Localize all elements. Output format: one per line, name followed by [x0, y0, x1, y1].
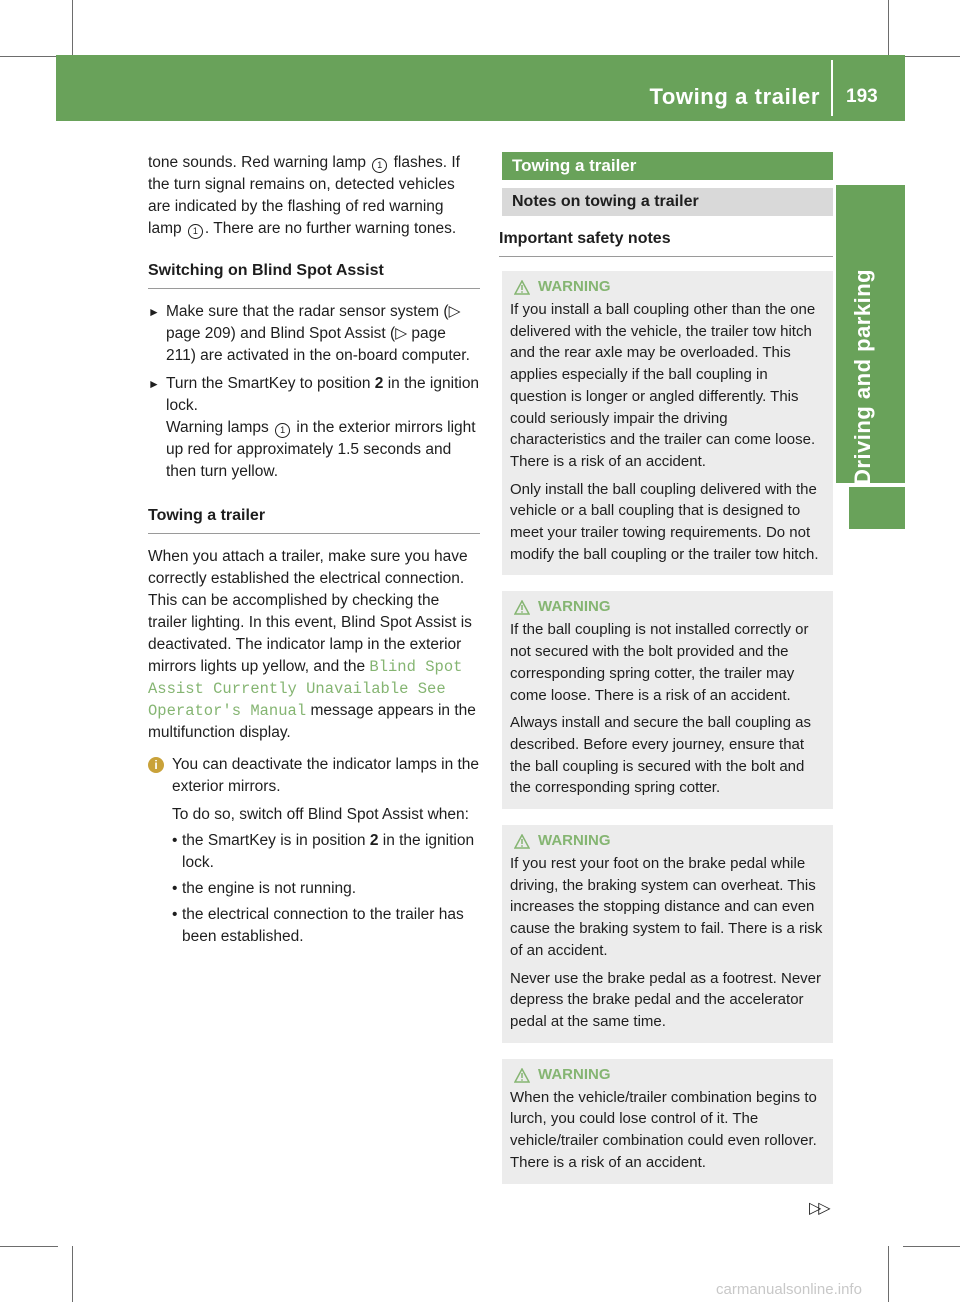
watermark: carmanualsonline.info	[716, 1281, 862, 1298]
crop-mark	[903, 56, 960, 57]
header-separator	[831, 60, 833, 116]
warning-label: WARNING	[538, 1065, 611, 1083]
warning-text: Always install and secure the ball coupling as described. Before every journey, ensure that the ball coupling is secured with the bolt and the corresponding spring cotter.	[510, 714, 812, 797]
bullet-icon: •	[172, 832, 178, 849]
bullet-icon: •	[172, 880, 178, 897]
warning-box	[502, 825, 833, 1043]
instruction-step	[148, 301, 480, 367]
crop-mark	[72, 0, 73, 56]
crop-mark	[888, 1246, 889, 1302]
warning-header	[510, 829, 825, 853]
text: flashes. If the turn signal remains on, detected vehicles are indicated by the flashing of red warning lamp	[148, 154, 460, 237]
warning-triangle-icon	[514, 600, 530, 615]
page-ref-arrow-icon: ▷	[448, 303, 461, 320]
info-text: To do so, switch off Blind Spot Assist when:	[172, 806, 469, 823]
subsection-banner: Notes on towing a trailer	[502, 188, 833, 216]
warning-label: WARNING	[538, 278, 611, 295]
callout-1-icon: 1	[188, 224, 203, 239]
text: Make sure that the radar sensor system (	[166, 303, 449, 320]
crop-mark	[903, 1246, 960, 1247]
chapter-side-label: Driving and parking	[850, 268, 875, 485]
section-heading-towing: Towing a trailer	[148, 505, 480, 534]
text: Warning lamps	[166, 419, 274, 436]
page-header-title: Towing a trailer	[649, 84, 820, 109]
text: message appears in the multifunction display.	[148, 702, 476, 741]
text: page 211) are activated in the on-board computer.	[166, 325, 470, 364]
warning-triangle-icon	[514, 280, 530, 295]
warning-header	[510, 1063, 825, 1087]
warning-text: When the vehicle/trailer combination begins to lurch, you could lose control of it. The vehicle/trailer combination could even rollover. There is a risk of an accident.	[510, 1088, 817, 1171]
right-column	[499, 152, 833, 1200]
crop-mark	[0, 56, 58, 57]
crop-mark	[888, 0, 889, 56]
page-ref-arrow-icon: ▷	[395, 325, 408, 342]
text: When you attach a trailer, make sure you have correctly established the electrical connection. This can be accomplished by checking the trailer lighting. In this event, Blind Spot Assist is deactivated. The indicator lamp in the exterior mirrors lights up yellow, and the	[148, 548, 472, 675]
bullet-icon: •	[172, 906, 178, 923]
warning-text: If the ball coupling is not installed correctly or not secured with the bolt provided and the corresponding spring cotter, the trailer may come loose. There is a risk of an accident.	[510, 621, 809, 704]
text: Turn the SmartKey to position	[166, 375, 375, 392]
callout-1-icon: 1	[372, 158, 387, 173]
instruction-step	[148, 373, 480, 483]
intro-paragraph	[148, 152, 480, 240]
text: in the ignition lock.	[182, 832, 475, 871]
text: the SmartKey is in position	[182, 832, 370, 849]
list-item	[148, 830, 480, 874]
list-item	[148, 878, 480, 900]
warning-text: If you install a ball coupling other than the one delivered with the vehicle, the trailer tow hitch and the rear axle may be overloaded. This applies especially if the ball coupling in question is longer or angled differently. This could seriously impair the driving characteristics and the trailer can come loose. There is a risk of an accident.	[510, 301, 816, 470]
text: the electrical connection to the trailer has been established.	[182, 906, 464, 945]
text: in the exterior mirrors light up red for approximately 1.5 seconds and then turn yellow.	[166, 419, 476, 480]
warning-label: WARNING	[538, 832, 611, 850]
chapter-side-label-wrap	[838, 255, 888, 485]
text: in the ignition lock.	[166, 375, 480, 414]
warning-label: WARNING	[538, 598, 611, 616]
info-icon: i	[148, 757, 164, 773]
crop-mark	[0, 1246, 58, 1247]
section-banner: Towing a trailer	[502, 152, 833, 180]
warning-box	[502, 591, 833, 809]
step-arrow-icon: ►	[148, 377, 160, 391]
display-message: Blind Spot Assist Currently Unavailable See Operator's Manual	[148, 658, 463, 720]
page-number: 193	[846, 86, 878, 107]
text: page 209) and Blind Spot Assist (	[166, 325, 396, 342]
step-arrow-icon: ►	[148, 305, 160, 319]
warning-text: Only install the ball coupling delivered with the vehicle or a ball coupling that is designed to meet your trailer towing requirements. Do not modify the ball coupling or the trailer tow hitch.	[510, 480, 819, 563]
position-value: 2	[374, 375, 384, 392]
warning-triangle-icon	[514, 1068, 530, 1083]
callout-1-icon: 1	[275, 423, 290, 438]
section-heading-switching-on: Switching on Blind Spot Assist	[148, 260, 480, 289]
info-text: You can deactivate the indicator lamps in the exterior mirrors.	[172, 756, 480, 795]
text: . There are no further warning tones.	[204, 220, 457, 237]
position-value: 2	[369, 832, 379, 849]
chapter-marker	[849, 487, 905, 529]
continue-arrows-icon: ▷▷	[809, 1200, 828, 1217]
text: tone sounds. Red warning lamp	[148, 154, 371, 171]
list-item	[148, 904, 480, 948]
warning-header	[510, 595, 825, 619]
left-column	[148, 152, 480, 948]
crop-mark	[72, 1246, 73, 1302]
warning-header	[510, 275, 825, 299]
warning-box	[502, 271, 833, 575]
important-safety-heading: Important safety notes	[499, 228, 833, 257]
text: the engine is not running.	[182, 880, 357, 897]
warning-triangle-icon	[514, 834, 530, 849]
warning-text: Never use the brake pedal as a footrest. Never depress the brake pedal and the accelerator pedal at the same time.	[510, 969, 822, 1030]
warning-text: If you rest your foot on the brake pedal while driving, the braking system can overheat. This increases the stopping distance and can even cause the braking system to fail. There is a risk of an accident.	[510, 855, 823, 959]
warning-box	[502, 1059, 833, 1184]
towing-paragraph	[148, 546, 480, 744]
info-note	[148, 754, 480, 826]
